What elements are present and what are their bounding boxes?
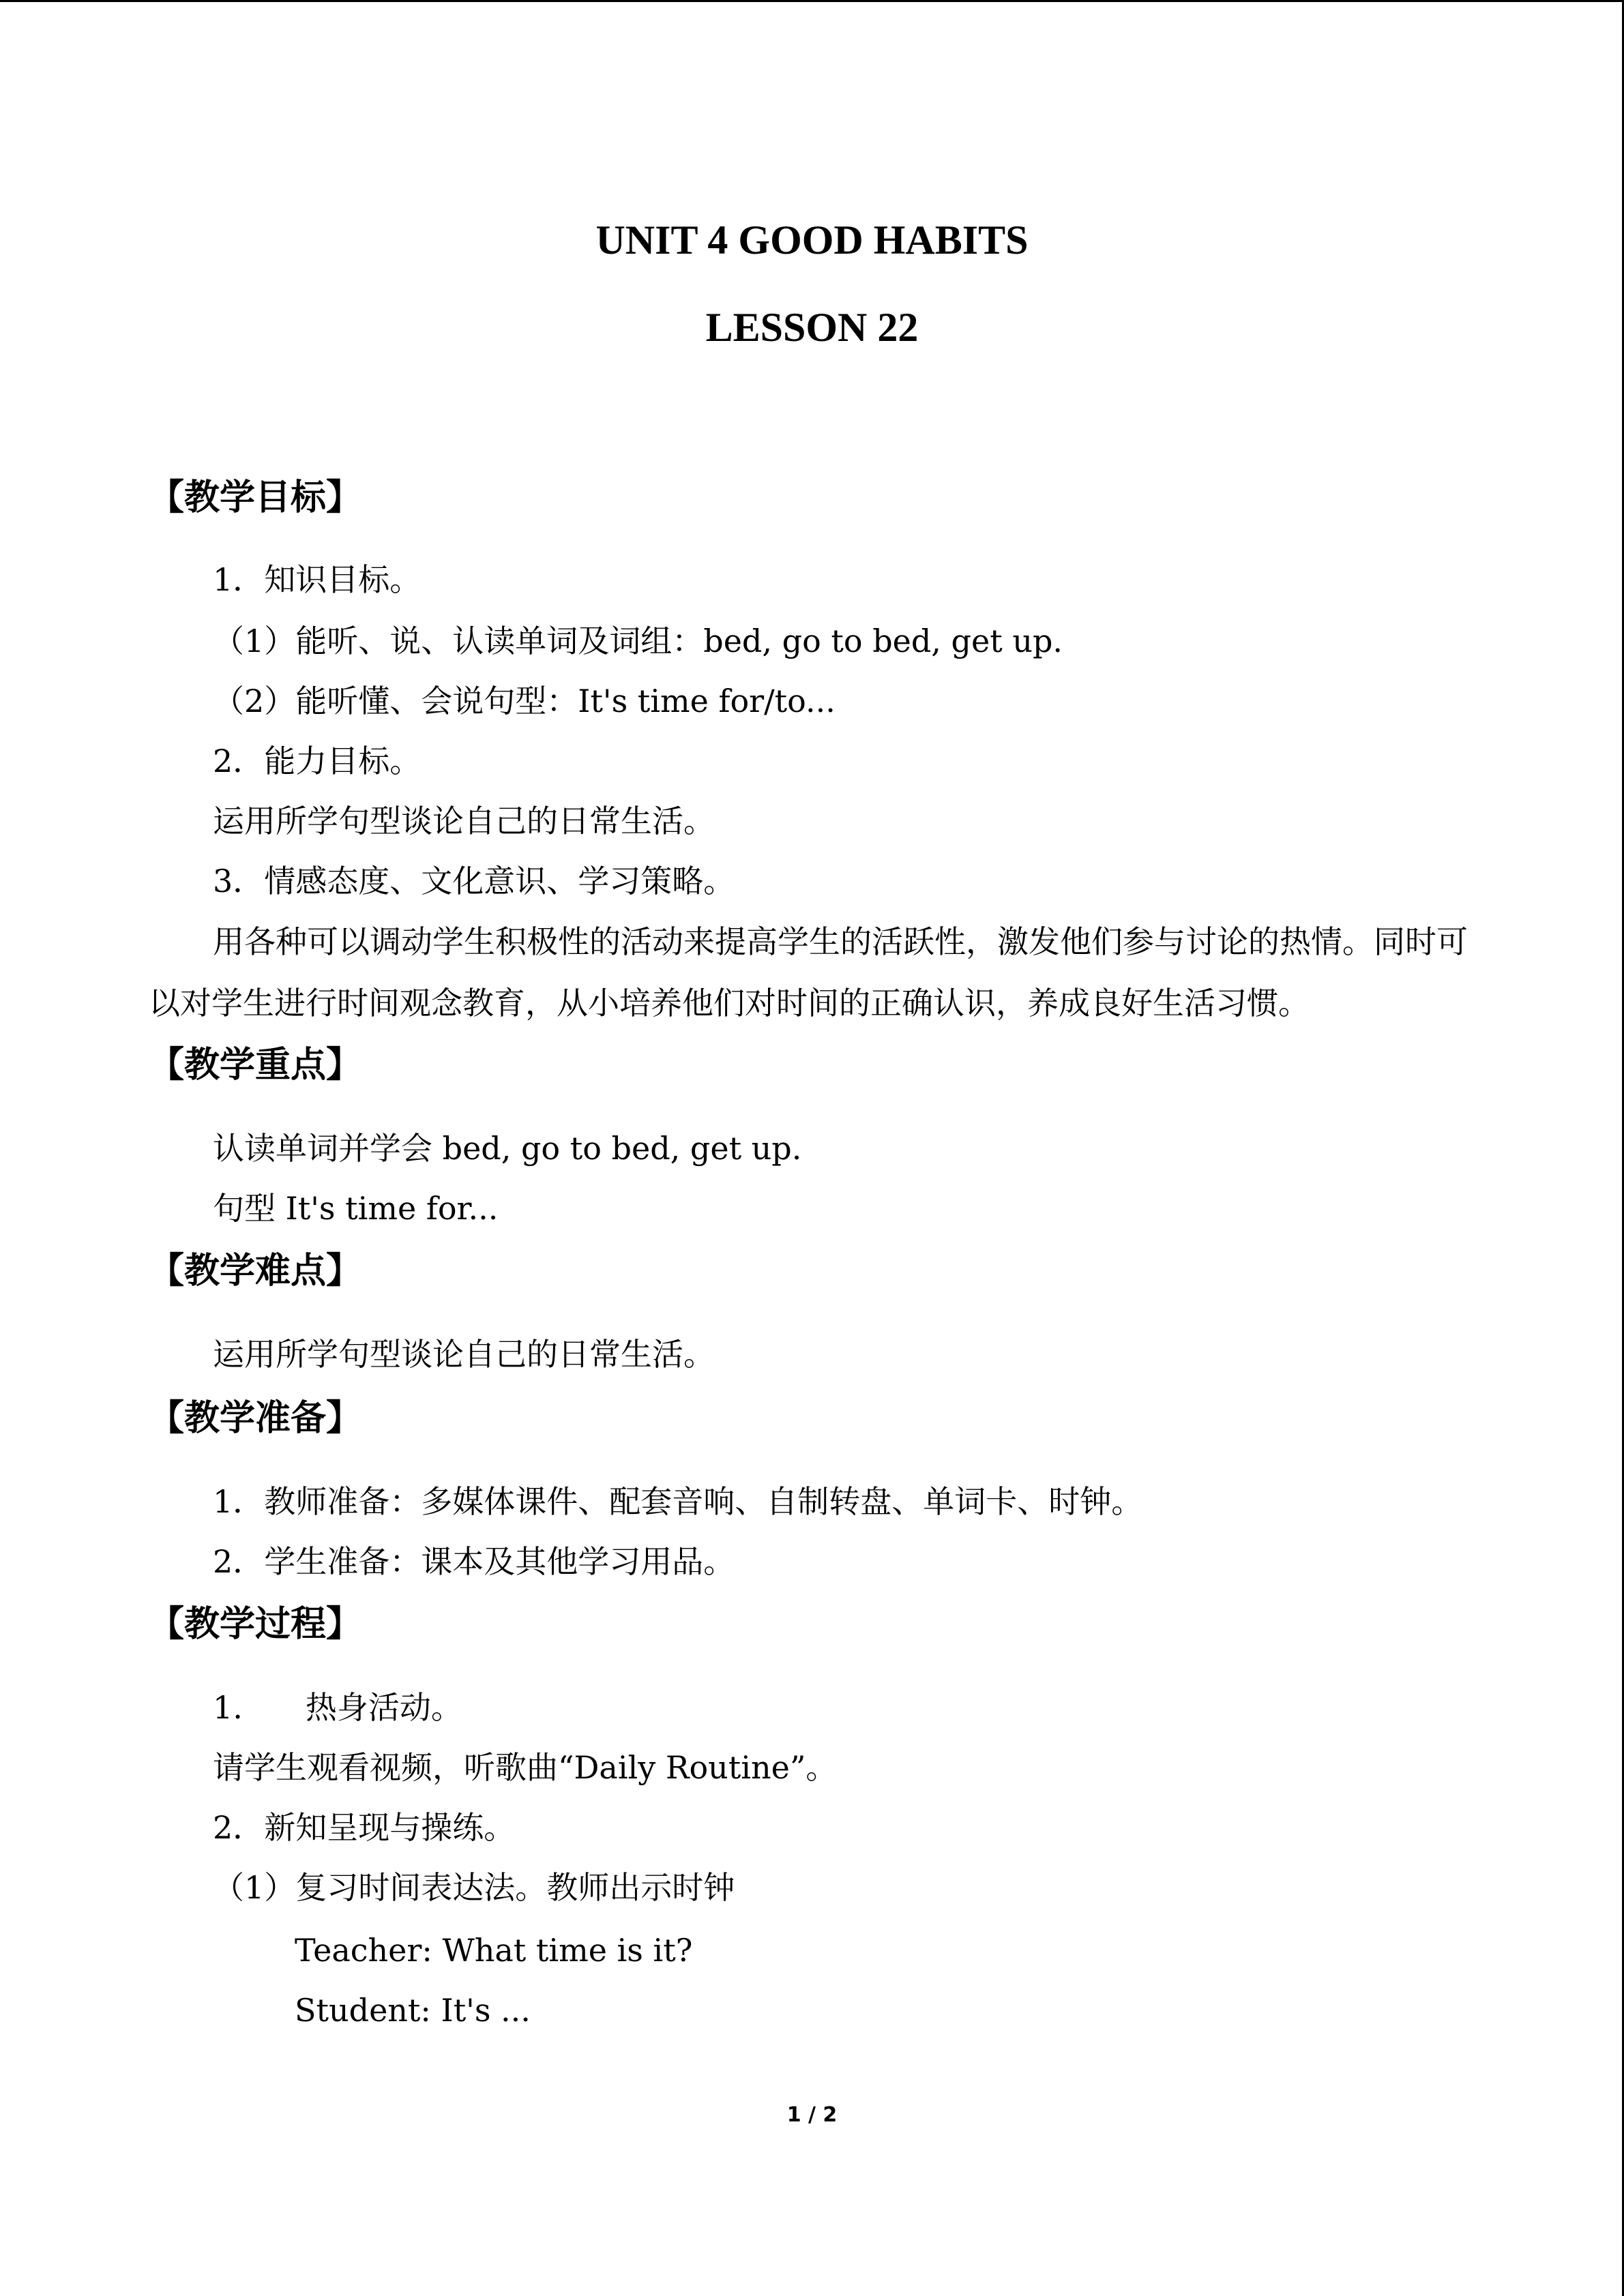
objectives-line-6: 3．情感态度、文化意识、学习策略。 (213, 863, 735, 899)
process-line-3: 2．新知呈现与操练。 (213, 1809, 516, 1846)
doc-title: UNIT 4 GOOD HABITS (595, 218, 1029, 263)
objectives-line-5: 运用所学句型谈论自己的日常生活。 (213, 803, 715, 839)
heading-key-points: 【教学重点】 (149, 1045, 362, 1086)
heading-objectives: 【教学目标】 (149, 477, 362, 518)
page-border-top (0, 0, 1624, 2)
key-points-line-1: 认读单词并学会 bed, go to bed, get up. (213, 1130, 802, 1167)
objectives-line-2: （1）能听、说、认读单词及词组：bed, go to bed, get up. (213, 623, 1063, 659)
doc-subtitle: LESSON 22 (705, 305, 919, 350)
objectives-line-4: 2．能力目标。 (213, 743, 422, 779)
preparation-line-2: 2．学生准备：课本及其他学习用品。 (213, 1543, 735, 1580)
objectives-line-3: （2）能听懂、会说句型：It's time for/to... (213, 683, 836, 719)
process-dialogue-student: Student: It's ... (295, 1992, 531, 2029)
heading-process: 【教学过程】 (149, 1604, 362, 1645)
objectives-paragraph: 用各种可以调动学生积极性的活动来提高学生的活跃性，激发他们参与讨论的热情。同时可以对学生进行时间观念教育，从小培养他们对时间的正确认识，养成良好生活习惯。 (149, 923, 1468, 1022)
heading-preparation: 【教学准备】 (149, 1398, 362, 1439)
page-number: 1 / 2 (786, 2103, 838, 2127)
preparation-line-1: 1．教师准备：多媒体课件、配套音响、自制转盘、单词卡、时钟。 (213, 1483, 1143, 1520)
process-dialogue-teacher: Teacher: What time is it? (295, 1932, 693, 1969)
heading-difficulties: 【教学难点】 (149, 1251, 362, 1292)
difficulties-line-1: 运用所学句型谈论自己的日常生活。 (213, 1336, 715, 1373)
process-line-4: （1）复习时间表达法。教师出示时钟 (213, 1869, 735, 1906)
process-line-1: 1. 热身活动。 (213, 1689, 462, 1726)
key-points-line-2: 句型 It's time for... (213, 1190, 499, 1227)
process-line-2: 请学生观看视频，听歌曲“Daily Routine”。 (213, 1749, 838, 1786)
objectives-line-1: 1．知识目标。 (213, 561, 422, 598)
